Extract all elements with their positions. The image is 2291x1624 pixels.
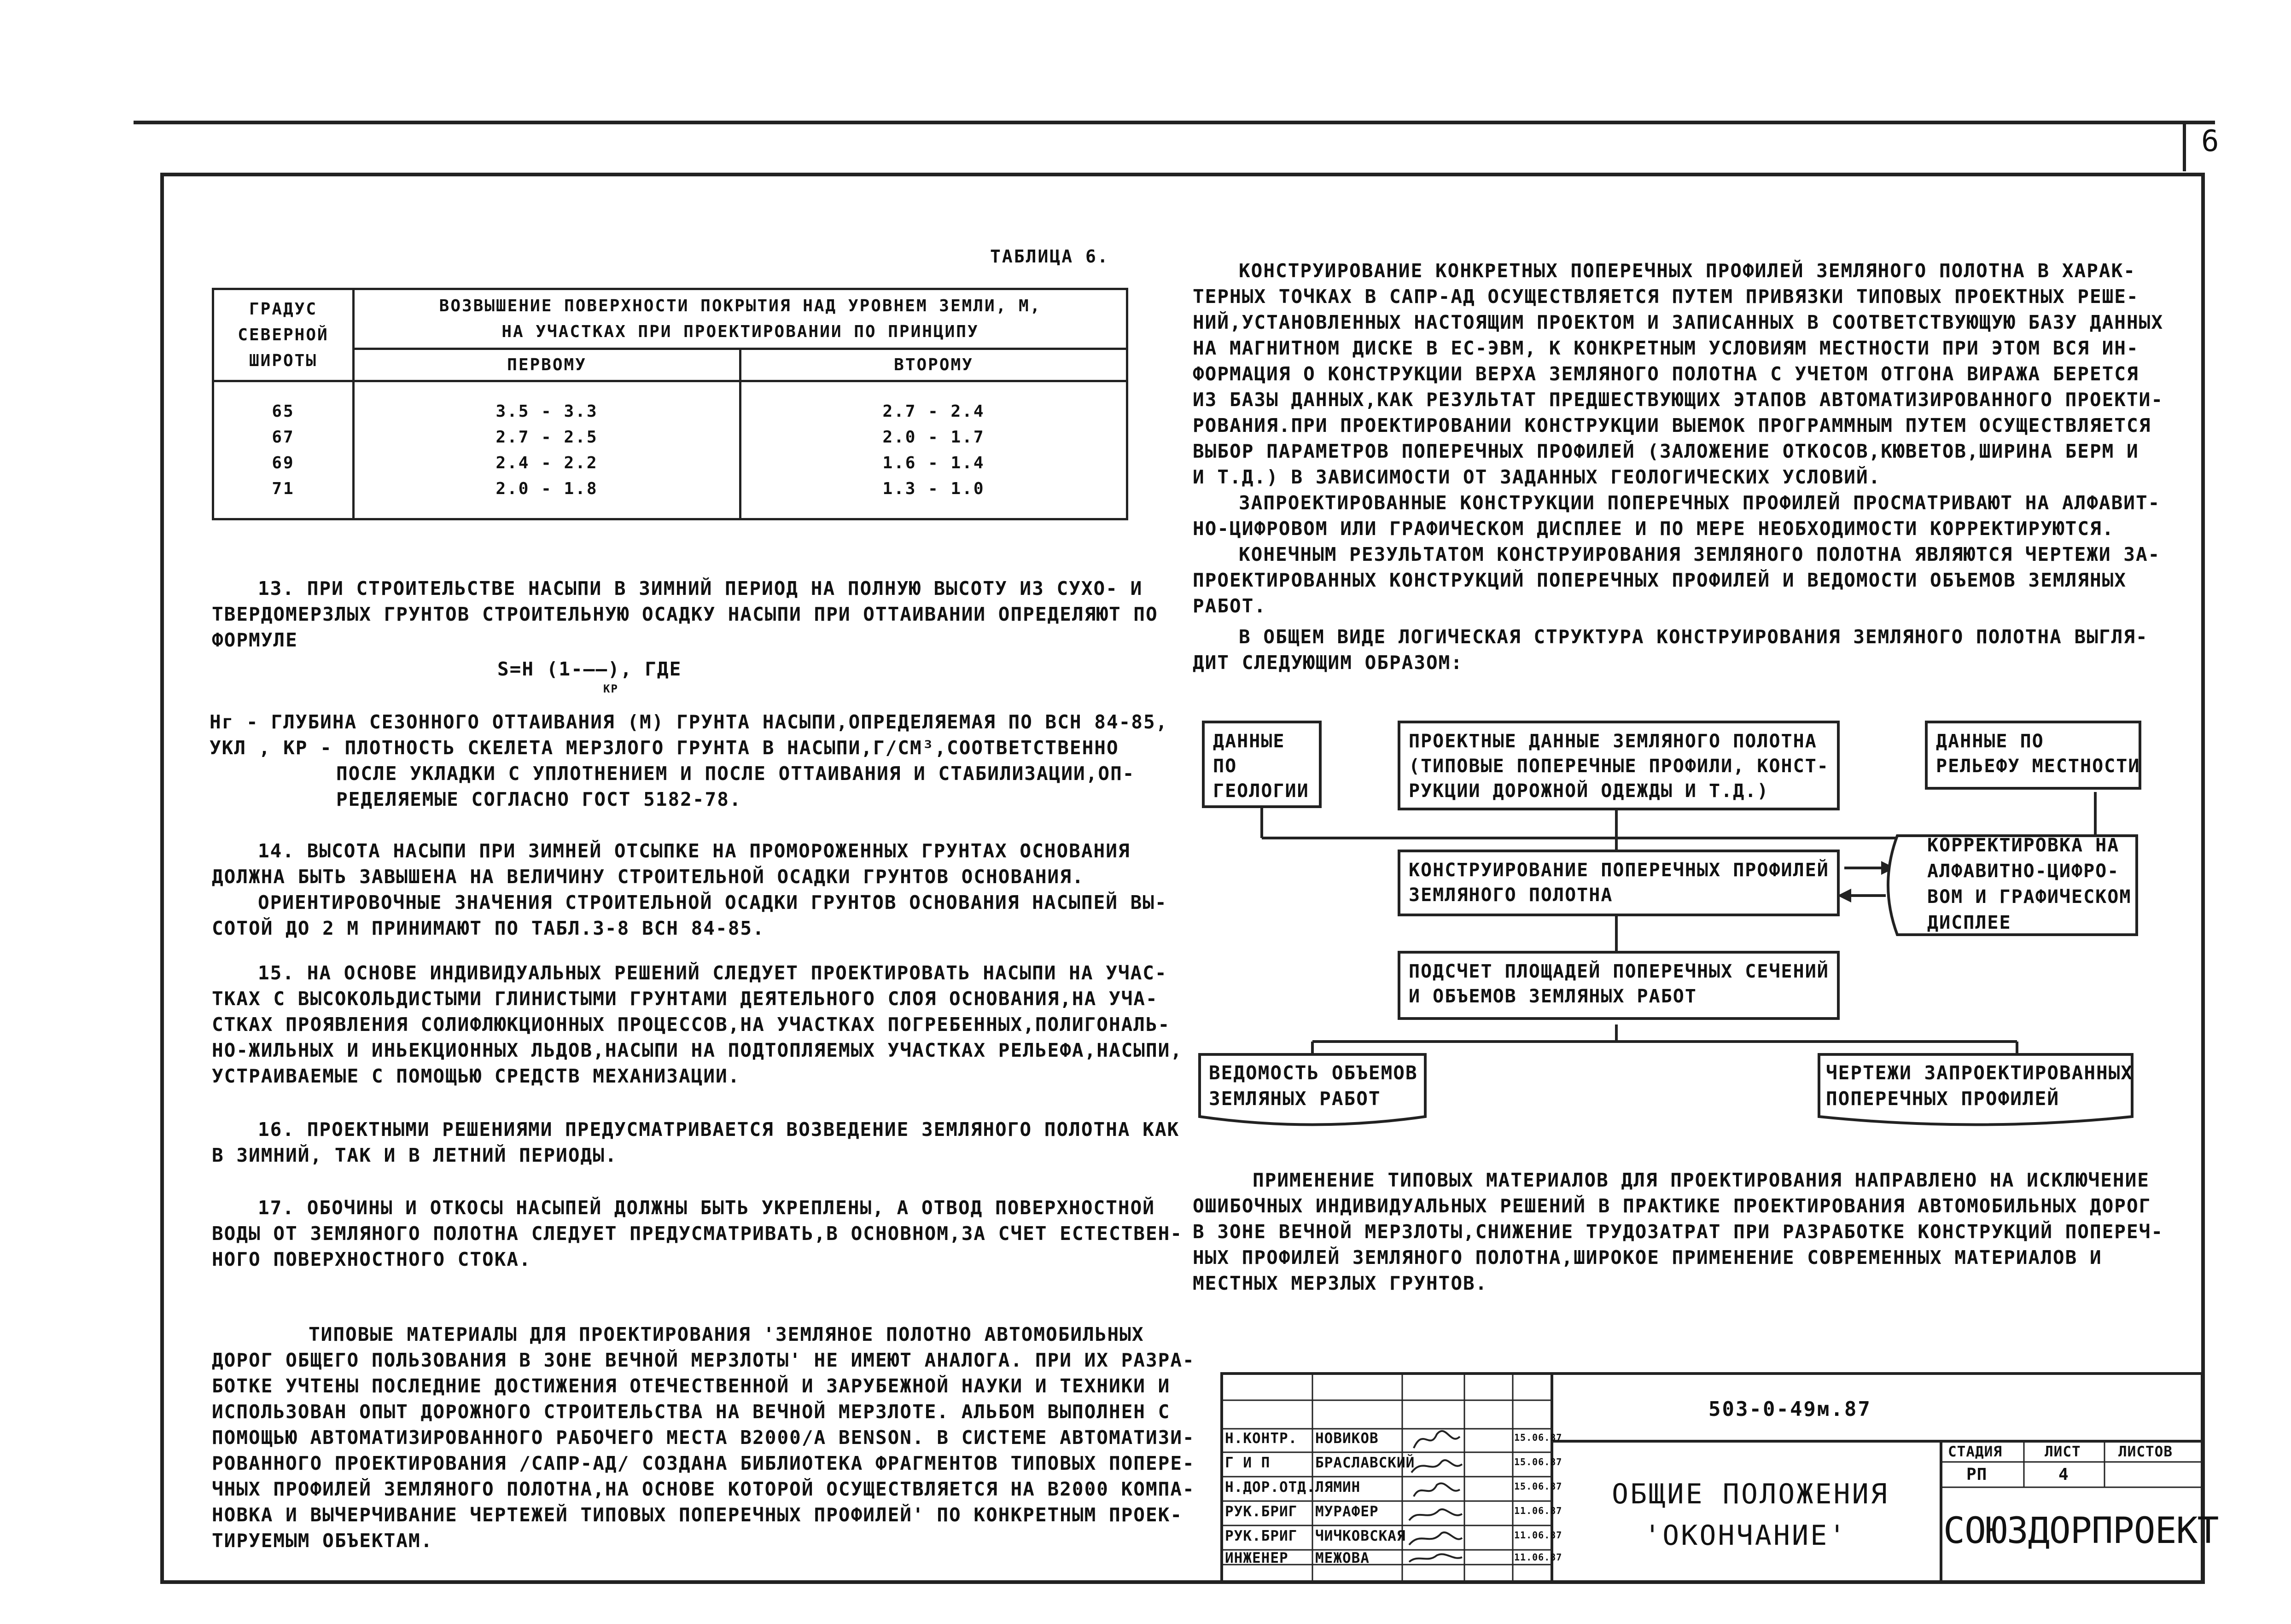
- text-line: ПРОЕКТИРОВАННЫХ КОНСТРУКЦИЙ ПОПЕРЕЧНЫХ ПРОФИЛЕЙ И ВЕДОМОСТИ ОБЪЕМОВ ЗЕМЛЯНЫХ: [1193, 569, 2127, 591]
- flow-box-construct: [1398, 850, 1840, 916]
- role-cell: РУК.БРИГ: [1225, 1503, 1298, 1520]
- latitude-cell: 65: [272, 402, 295, 421]
- sheet-value: 4: [2058, 1465, 2069, 1484]
- text-line: ФОРМУЛЕ: [212, 629, 298, 651]
- box-line: РЕЛЬЕФУ МЕСТНОСТИ: [1936, 756, 2140, 777]
- sheet-title-line: 'ОКОНЧАНИЕ': [1644, 1519, 1848, 1552]
- box-line: ДАННЫЕ ПО: [1936, 731, 2044, 752]
- text-line: ОШИБОЧНЫХ ИНДИВИДУАЛЬНЫХ РЕШЕНИЙ В ПРАКТИКЕ ПРОЕКТИРОВАНИЯ АВТОМОБИЛЬНЫХ ДОРОГ: [1193, 1195, 2151, 1217]
- signature-stroke: [1409, 1532, 1462, 1545]
- name-cell: ЛЯМИН: [1315, 1479, 1361, 1496]
- text-line: ОРИЕНТИРОВОЧНЫЕ ЗНАЧЕНИЯ СТРОИТЕЛЬНОЙ ОСАДКИ ГРУНТОВ ОСНОВАНИЯ НАСЫПЕЙ ВЫ-: [258, 891, 1167, 914]
- name-cell: ЧИЧКОВСКАЯ: [1315, 1528, 1406, 1544]
- text-line: ПРИМЕНЕНИЕ ТИПОВЫХ МАТЕРИАЛОВ ДЛЯ ПРОЕКТИРОВАНИЯ НАПРАВЛЕНО НА ИСКЛЮЧЕНИЕ: [1253, 1169, 2150, 1191]
- second-cell: 1.3 - 1.0: [882, 479, 985, 498]
- stage-value: РП: [1966, 1465, 1988, 1484]
- signature-stroke: [1414, 1431, 1460, 1448]
- date-cell: 15.06.87: [1514, 1481, 1562, 1492]
- text-line: В ЗОНЕ ВЕЧНОЙ МЕРЗЛОТЫ,СНИЖЕНИЕ ТРУДОЗАТРАТ ПРИ РАЗРАБОТКЕ КОНСТРУКЦИЙ ПОПЕРЕЧ-: [1193, 1221, 2164, 1243]
- role-cell: Г И П: [1225, 1455, 1271, 1471]
- flow-box-design-data: [1398, 721, 1840, 810]
- header-latitude-line: ГРАДУС: [249, 299, 318, 319]
- text-line: ТИРУЕМЫМ ОБЪЕКТАМ.: [212, 1530, 433, 1552]
- box-line: ВОМ И ГРАФИЧЕСКОМ: [1927, 886, 2132, 908]
- first-cell: 3.5 - 3.3: [496, 402, 598, 421]
- text-line: ВЫБОР ПАРАМЕТРОВ ПОПЕРЕЧНЫХ ПРОФИЛЕЙ (ЗАЛОЖЕНИЕ ОТКОСОВ,КЮВЕТОВ,ШИРИНА БЕРМ И: [1193, 440, 2139, 462]
- latitude-cell: 71: [272, 479, 295, 498]
- text-line: ИСПОЛЬЗОВАН ОПЫТ ДОРОЖНОГО СТРОИТЕЛЬСТВА НА ВЕЧНОЙ МЕРЗЛОТЕ. АЛЬБОМ ВЫПОЛНЕН С: [212, 1401, 1171, 1423]
- role-cell: Н.КОНТР.: [1225, 1430, 1298, 1447]
- text-line: В ОБЩЕМ ВИДЕ ЛОГИЧЕСКАЯ СТРУКТУРА КОНСТРУИРОВАНИЯ ЗЕМЛЯНОГО ПОЛОТНА ВЫГЛЯ-: [1239, 626, 2148, 648]
- conclusion-paragraph: [1193, 1167, 2163, 1296]
- text-line: 13. ПРИ СТРОИТЕЛЬСТВЕ НАСЫПИ В ЗИМНИЙ ПЕРИОД НА ПОЛНУЮ ВЫСОТУ ИЗ СУХО- И: [258, 577, 1143, 600]
- header-elevation-line: ВОЗВЫШЕНИЕ ПОВЕРХНОСТИ ПОКРЫТИЯ НАД УРОВНЕМ ЗЕМЛИ, М,: [439, 296, 1042, 315]
- box-line: ПОПЕРЕЧНЫХ ПРОФИЛЕЙ: [1826, 1088, 2059, 1110]
- date-cell: 11.06.87: [1514, 1552, 1562, 1563]
- text-line: НО-ЖИЛЬНЫХ И ИНЬЕКЦИОННЫХ ЛЬДОВ,НАСЫПИ НА ПОДТОПЛЯЕМЫХ УЧАСТКАХ РЕЛЬЕФА,НАСЫПИ,: [212, 1039, 1183, 1061]
- first-cell: 2.0 - 1.8: [496, 479, 598, 498]
- text-line: 15. НА ОСНОВЕ ИНДИВИДУАЛЬНЫХ РЕШЕНИЙ СЛЕДУЕТ ПРОЕКТИРОВАТЬ НАСЫПИ НА УЧАС-: [258, 962, 1167, 984]
- title-block: [1220, 1372, 2219, 1584]
- text-line: ЧНЫХ ПРОФИЛЕЙ ЗЕМЛЯНОГО ПОЛОТНА,НА ОСНОВЕ КОТОРОЙ ОСУЩЕСТВЛЯЕТСЯ НА B2000 КОМПА-: [212, 1478, 1195, 1500]
- sheet-corner-number: 6: [2201, 124, 2219, 158]
- date-cell: 15.06.87: [1514, 1456, 1562, 1467]
- text-line: НОВКА И ВЫЧЕРЧИВАНИЕ ЧЕРТЕЖЕЙ ТИПОВЫХ ПОПЕРЕЧНЫХ ПРОФИЛЕЙ' ПО КОНКРЕТНЫМ ПРОЕК-: [212, 1504, 1183, 1526]
- text-line: ТКАХ С ВЫСОКОЛЬДИСТЫМИ ГЛИНИСТЫМИ ГРУНТАМИ ДЕЯТЕЛЬНОГО СЛОЯ ОСНОВАНИЯ,НА УЧА-: [212, 988, 1158, 1010]
- name-cell: НОВИКОВ: [1315, 1430, 1379, 1447]
- date-cell: 15.06.87: [1514, 1432, 1562, 1443]
- text-line: ПОСЛЕ УКЛАДКИ С УПЛОТНЕНИЕМ И ПОСЛЕ ОТТАИВАНИЯ И СТАБИЛИЗАЦИИ,ОП-: [336, 763, 1135, 785]
- organization-name: СОЮЗДОРПРОЕКТ: [1943, 1510, 2219, 1552]
- document-code: 503-0-49м.87: [1708, 1397, 1871, 1421]
- latitude-cell: 67: [272, 427, 295, 447]
- signature-stroke: [1414, 1483, 1460, 1496]
- signature-stroke: [1411, 1460, 1462, 1473]
- box-line: (ТИПОВЫЕ ПОПЕРЕЧНЫЕ ПРОФИЛИ, КОНСТ-: [1409, 756, 1829, 777]
- text-line: НО-ЦИФРОВОМ ИЛИ ГРАФИЧЕСКОМ ДИСПЛЕЕ И ПО МЕРЕ НЕОБХОДИМОСТИ КОРРЕКТИРУЮТСЯ.: [1193, 518, 2115, 540]
- table-caption: ТАБЛИЦА 6.: [990, 246, 1109, 267]
- text-line: Hг - ГЛУБИНА СЕЗОННОГО ОТТАИВАНИЯ (М) ГРУНТА НАСЫПИ,ОПРЕДЕЛЯЕМАЯ ПО ВСН 84-85,: [210, 711, 1168, 733]
- box-line: ДИСПЛЕЕ: [1927, 912, 2011, 933]
- text-line: МЕСТНЫХ МЕРЗЛЫХ ГРУНТОВ.: [1193, 1272, 1488, 1294]
- text-line: РАБОТ.: [1193, 595, 1267, 617]
- date-cell: 11.06.87: [1514, 1505, 1562, 1516]
- text-line: НА МАГНИТНОМ ДИСКЕ В ЕС-ЭВМ, К КОНКРЕТНЫМ УСЛОВИЯМ МЕСТНОСТИ ПРИ ЭТОМ ВСЯ ИН-: [1193, 337, 2139, 359]
- box-line: И ОБЪЕМОВ ЗЕМЛЯНЫХ РАБОТ: [1409, 986, 1697, 1007]
- text-line: 14. ВЫСОТА НАСЫПИ ПРИ ЗИМНЕЙ ОТСЫПКЕ НА ПРОМОРОЖЕННЫХ ГРУНТАХ ОСНОВАНИЯ: [258, 840, 1131, 862]
- formula-subscript: КР: [603, 682, 618, 695]
- flow-box-geology: [1202, 721, 1322, 808]
- box-line: КОРРЕКТИРОВКА НА: [1927, 835, 2120, 856]
- box-line: ГЕОЛОГИИ: [1213, 780, 1309, 802]
- sheet-label: ЛИСТ: [2045, 1444, 2081, 1460]
- signature-stroke: [1409, 1554, 1462, 1562]
- text-line: ИЗ БАЗЫ ДАННЫХ,КАК РЕЗУЛЬТАТ ПРЕДШЕСТВУЮЩИХ ЭТАПОВ АВТОМАТИЗИРОВАННОГО ПРОЕКТИ-: [1193, 389, 2164, 411]
- box-line: АЛФАВИТНО-ЦИФРО-: [1927, 861, 2120, 882]
- sheets-label: ЛИСТОВ: [2118, 1444, 2173, 1460]
- box-line: ПО: [1213, 756, 1237, 777]
- text-line: ФОРМАЦИЯ О КОНСТРУКЦИИ ВЕРХА ЗЕМЛЯНОГО ПОЛОТНА С УЧЕТОМ ОТГОНА ВИРАЖА БЕРЕТСЯ: [1193, 363, 2139, 385]
- latitude-cell: 69: [272, 453, 295, 472]
- text-line: И Т.Д.) В ЗАВИСИМОСТИ ОТ ЗАДАННЫХ ГЕОЛОГИЧЕСКИХ УСЛОВИЙ.: [1193, 466, 1881, 488]
- text-line: РОВАНИЯ.ПРИ ПРОЕКТИРОВАНИИ КОНСТРУКЦИИ ВЫЕМОК ПРОГРАММНЫМ ПУТЕМ ОСУЩЕСТВЛЯЕТСЯ: [1193, 414, 2151, 437]
- flow-doc-drawings: [1826, 1060, 2133, 1112]
- flow-box-calc: [1398, 951, 1840, 1020]
- name-cell: МУРАФЕР: [1315, 1503, 1379, 1520]
- header-elevation-line: НА УЧАСТКАХ ПРИ ПРОЕКТИРОВАНИИ ПО ПРИНЦИПУ: [501, 322, 979, 341]
- second-cell: 2.0 - 1.7: [882, 427, 985, 447]
- header-second: ВТОРОМУ: [740, 349, 1127, 381]
- text-line: ЗАПРОЕКТИРОВАННЫЕ КОНСТРУКЦИИ ПОПЕРЕЧНЫХ ПРОФИЛЕЙ ПРОСМАТРИВАЮТ НА АЛФАВИТ-: [1239, 492, 2161, 514]
- text-line: НЫХ ПРОФИЛЕЙ ЗЕМЛЯНОГО ПОЛОТНА,ШИРОКОЕ ПРИМЕНЕНИЕ СОВРЕМЕННЫХ МАТЕРИАЛОВ И: [1193, 1246, 2102, 1269]
- first-cell: 2.4 - 2.2: [496, 453, 598, 472]
- text-line: БОТКЕ УЧТЕНЫ ПОСЛЕДНИЕ ДОСТИЖЕНИЯ ОТЕЧЕСТВЕННОЙ И ЗАРУБЕЖНОЙ НАУКИ И ТЕХНИКИ И: [212, 1375, 1171, 1397]
- role-cell: ИНЖЕНЕР: [1225, 1550, 1288, 1566]
- text-line: ТВЕРДОМЕРЗЛЫХ ГРУНТОВ СТРОИТЕЛЬНУЮ ОСАДКУ НАСЫПИ ПРИ ОТТАИВАНИИ ОПРЕДЕЛЯЮТ ПО: [212, 603, 1158, 625]
- role-cell: РУК.БРИГ: [1225, 1528, 1298, 1544]
- text-line: 17. ОБОЧИНЫ И ОТКОСЫ НАСЫПЕЙ ДОЛЖНЫ БЫТЬ УКРЕПЛЕНЫ, А ОТВОД ПОВЕРХНОСТНОЙ: [258, 1197, 1155, 1219]
- text-line: НИЙ,УСТАНОВЛЕННЫХ НАСТОЯЩИМ ПРОЕКТОМ И ЗАПИСАННЫХ В СООТВЕТСТВУЮЩУЮ БАЗУ ДАННЫХ: [1193, 311, 2164, 333]
- text-line: ТИПОВЫЕ МАТЕРИАЛЫ ДЛЯ ПРОЕКТИРОВАНИЯ 'ЗЕМЛЯНОЕ ПОЛОТНО АВТОМОБИЛЬНЫХ: [309, 1323, 1144, 1345]
- text-line: ДИТ СЛЕДУЮЩИМ ОБРАЗОМ:: [1193, 652, 1463, 674]
- second-cell: 2.7 - 2.4: [882, 402, 985, 421]
- text-line: ДОЛЖНА БЫТЬ ЗАВЫШЕНА НА ВЕЛИЧИНУ СТРОИТЕЛЬНОЙ ОСАДКИ ГРУНТОВ ОСНОВАНИЯ.: [212, 866, 1084, 888]
- role-cell: Н.ДОР.ОТД.: [1225, 1479, 1316, 1496]
- box-line: ПОДСЧЕТ ПЛОЩАДЕЙ ПОПЕРЕЧНЫХ СЕЧЕНИЙ: [1409, 961, 1829, 982]
- box-line: ЗЕМЛЯНЫХ РАБОТ: [1209, 1088, 1381, 1110]
- text-line: ДОРОГ ОБЩЕГО ПОЛЬЗОВАНИЯ В ЗОНЕ ВЕЧНОЙ МЕРЗЛОТЫ' НЕ ИМЕЮТ АНАЛОГА. ПРИ ИХ РАЗРА-: [212, 1349, 1195, 1371]
- first-cell: 2.7 - 2.5: [496, 427, 598, 447]
- text-line: В ЗИМНИЙ, ТАК И В ЛЕТНИЙ ПЕРИОДЫ.: [212, 1144, 618, 1166]
- sheet-title-line: ОБЩИЕ ПОЛОЖЕНИЯ: [1612, 1478, 1889, 1510]
- text-line: РОВАННОГО ПРОЕКТИРОВАНИЯ /САПР-АД/ СОЗДАНА БИБЛИОТЕКА ФРАГМЕНТОВ ТИПОВЫХ ПОПЕРЕ-: [212, 1452, 1195, 1474]
- text-line: КОНЕЧНЫМ РЕЗУЛЬТАТОМ КОНСТРУИРОВАНИЯ ЗЕМЛЯНОГО ПОЛОТНА ЯВЛЯЮТСЯ ЧЕРТЕЖИ ЗА-: [1239, 543, 2161, 565]
- box-line: ВЕДОМОСТЬ ОБЪЕМОВ: [1209, 1062, 1418, 1084]
- text-line: УСТРАИВАЕМЫЕ С ПОМОЩЬЮ СРЕДСТВ МЕХАНИЗАЦИИ.: [212, 1065, 740, 1087]
- text-line: ВОДЫ ОТ ЗЕМЛЯНОГО ПОЛОТНА СЛЕДУЕТ ПРЕДУСМАТРИВАТЬ,В ОСНОВНОМ,ЗА СЧЕТ ЕСТЕСТВЕН-: [212, 1222, 1183, 1245]
- date-cell: 11.06.87: [1514, 1530, 1562, 1541]
- settlement-formula: S=H (1-——), ГДЕ: [497, 658, 682, 680]
- text-line: СОТОЙ ДО 2 М ПРИНИМАЮТ ПО ТАБЛ.3-8 ВСН 84-85.: [212, 917, 765, 939]
- flow-box-correction: [1927, 832, 2131, 936]
- text-line: СТКАХ ПРОЯВЛЕНИЯ СОЛИФЛЮКЦИОННЫХ ПРОЦЕССОВ,НА УЧАСТКАХ ПОГРЕБЕННЫХ,ПОЛИГОНАЛЬ-: [212, 1013, 1171, 1036]
- text-line: НОГО ПОВЕРХНОСТНОГО СТОКА.: [212, 1248, 531, 1270]
- box-line: ЗЕМЛЯНОГО ПОЛОТНА: [1409, 885, 1613, 906]
- text-line: 16. ПРОЕКТНЫМИ РЕШЕНИЯМИ ПРЕДУСМАТРИВАЕТСЯ ВОЗВЕДЕНИЕ ЗЕМЛЯНОГО ПОЛОТНА КАК: [258, 1118, 1180, 1141]
- signature-stroke: [1409, 1509, 1462, 1520]
- stage-label: СТАДИЯ: [1948, 1444, 2002, 1460]
- text-line: ПОМОЩЬЮ АВТОМАТИЗИРОВАННОГО РАБОЧЕГО МЕСТА B2000/A BENSON. В СИСТЕМЕ АВТОМАТИЗИ-: [212, 1426, 1195, 1449]
- name-cell: БРАСЛАВСКИЙ: [1315, 1455, 1415, 1471]
- second-cell: 1.6 - 1.4: [882, 453, 985, 472]
- box-line: ЧЕРТЕЖИ ЗАПРОЕКТИРОВАННЫХ: [1826, 1062, 2134, 1084]
- text-line: КОНСТРУИРОВАНИЕ КОНКРЕТНЫХ ПОПЕРЕЧНЫХ ПРОФИЛЕЙ ЗЕМЛЯНОГО ПОЛОТНА В ХАРАК-: [1239, 260, 2136, 282]
- text-line: РЕДЕЛЯЕМЫЕ СОГЛАСНО ГОСТ 5182-78.: [336, 788, 742, 810]
- header-first: ПЕРВОМУ: [354, 349, 740, 381]
- text-line: УКЛ , КР - ПЛОТНОСТЬ СКЕЛЕТА МЕРЗЛОГО ГРУНТА В НАСЫПИ,Г/СМ³,СООТВЕТСТВЕННО: [210, 737, 1119, 759]
- header-latitude-line: СЕВЕРНОЙ: [238, 325, 329, 344]
- box-line: ДАННЫЕ: [1213, 731, 1285, 752]
- header-latitude-line: ШИРОТЫ: [249, 351, 318, 370]
- flow-box-relief: [1925, 721, 2141, 790]
- flow-doc-statement: [1209, 1060, 1418, 1112]
- box-line: ПРОЕКТНЫЕ ДАННЫЕ ЗЕМЛЯНОГО ПОЛОТНА: [1409, 731, 1817, 752]
- name-cell: МЕЖОВА: [1315, 1550, 1370, 1566]
- text-line: ТЕРНЫХ ТОЧКАХ В САПР-АД ОСУЩЕСТВЛЯЕТСЯ ПУТЕМ ПРИВЯЗКИ ТИПОВЫХ ПРОЕКТНЫХ РЕШЕ-: [1193, 285, 2139, 308]
- box-line: РУКЦИИ ДОРОЖНОЙ ОДЕЖДЫ И Т.Д.): [1409, 780, 1769, 802]
- box-line: КОНСТРУИРОВАНИЕ ПОПЕРЕЧНЫХ ПРОФИЛЕЙ: [1409, 860, 1829, 881]
- signatures: [1220, 1372, 2204, 1584]
